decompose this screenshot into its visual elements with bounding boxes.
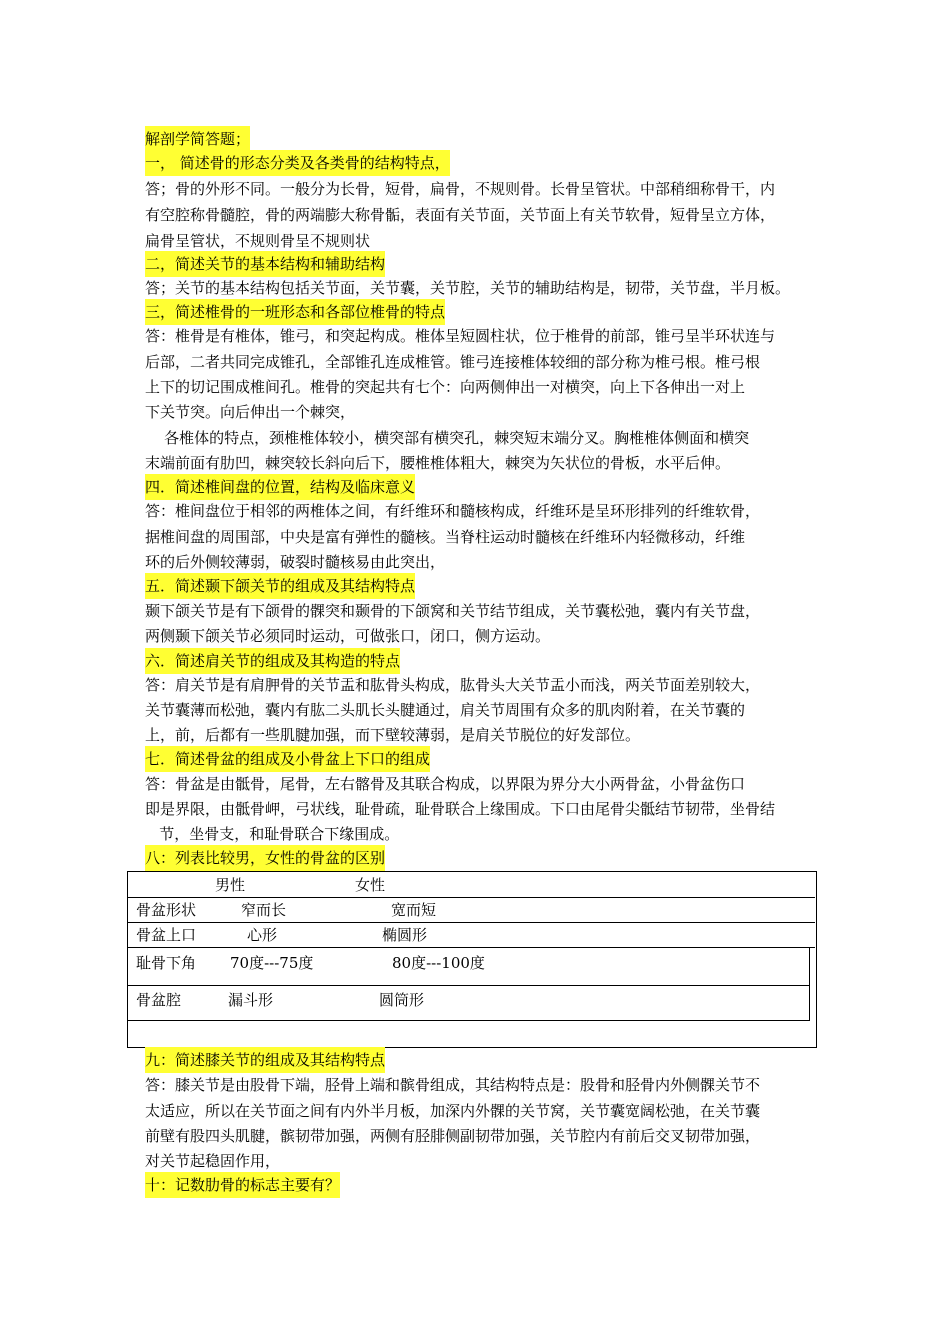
answer-line: 末端前面有肋凹，棘突较长斜向后下，腰椎椎体粗大，棘突为矢状位的骨板，水平后伸。 <box>145 454 731 472</box>
answer-line: 有空腔称骨髓腔，骨的两端膨大称骨骺，表面有关节面，关节面上有关节软骨，短骨呈立方体， <box>145 206 776 224</box>
answer-line: 扁骨呈管状，不规则骨呈不规则状 <box>145 232 371 250</box>
answer-line: 关节囊薄而松弛，囊内有肱二头肌长头腱通过，肩关节周围有众多的肌肉附着，在关节囊的 <box>145 701 746 719</box>
table-rule <box>127 922 815 923</box>
row-label: 骨盆形状 <box>136 901 197 919</box>
section-heading-9: 九：简述膝关节的组成及其结构特点 <box>145 1047 385 1073</box>
female-value: 宽而短 <box>391 901 437 919</box>
male-value: 心形 <box>247 926 278 944</box>
section-heading-4: 四．简述椎间盘的位置，结构及临床意义 <box>145 474 415 500</box>
male-value: 漏斗形 <box>228 991 274 1009</box>
answer-line: 答：骨盆是由骶骨，尾骨，左右髂骨及其联合构成，以界限为界分大小两骨盆，小骨盆伤口 <box>145 775 746 793</box>
row-label: 骨盆腔 <box>136 991 182 1009</box>
section-heading-5: 五．简述颞下颌关节的组成及其结构特点 <box>145 573 415 599</box>
header-female: 女性 <box>355 876 386 894</box>
male-value: 70度---75度 <box>230 954 314 972</box>
answer-line: 答：椎间盘位于相邻的两椎体之间，有纤维环和髓核构成，纤维环是呈环形排列的纤维软骨， <box>145 502 761 520</box>
female-value: 80度---100度 <box>392 954 485 972</box>
section-heading-2: 二，简述关节的基本结构和辅助结构 <box>145 251 385 277</box>
section-heading-8: 八：列表比较男，女性的骨盆的区别 <box>145 845 385 871</box>
answer-line: 答：肩关节是有肩胛骨的关节盂和肱骨头构成，肱骨头大关节盂小而浅，两关节面差别较大， <box>145 676 761 694</box>
answer-line: 下关节突。向后伸出一个棘突， <box>145 403 356 421</box>
answer-line: 对关节起稳固作用， <box>145 1152 281 1170</box>
section-heading-7: 七．简述骨盆的组成及小骨盆上下口的组成 <box>145 746 430 772</box>
section-heading-1: 一， 简述骨的形态分类及各类骨的结构特点， <box>145 150 450 176</box>
answer-line: 环的后外侧较薄弱，破裂时髓核易由此突出， <box>145 553 446 571</box>
section-heading-6: 六．简述肩关节的组成及其构造的特点 <box>145 648 400 674</box>
table-rule <box>809 947 810 1021</box>
table-rule <box>127 947 815 948</box>
answer-line: 据椎间盘的周围部，中央是富有弹性的髓核。当脊柱运动时髓核在纤维环内轻微移动，纤维 <box>145 528 746 546</box>
answer-line: 答；骨的外形不同。一般分为长骨，短骨，扁骨，不规则骨。长骨呈管状。中部稍细称骨干，内 <box>145 180 776 198</box>
answer-line: 各椎体的特点，颈椎椎体较小，横突部有横突孔，棘突短末端分叉。胸椎椎体侧面和横突 <box>145 429 750 447</box>
row-label: 耻骨下角 <box>136 954 197 972</box>
answer-line: 答：膝关节是由股骨下端，胫骨上端和髌骨组成，其结构特点是：股骨和胫骨内外侧髁关节不 <box>145 1076 761 1094</box>
female-value: 椭圆形 <box>382 926 428 944</box>
answer-line: 答：椎骨是有椎体，锥弓，和突起构成。椎体呈短圆柱状，位于椎骨的前部，锥弓呈半环状连与 <box>145 327 776 345</box>
document-title: 解剖学简答题； <box>145 126 250 152</box>
header-male: 男性 <box>215 876 246 894</box>
answer-line: 颞下颌关节是有下颌骨的髁突和颞骨的下颌窝和关节结节组成，关节囊松弛，囊内有关节盘， <box>145 602 761 620</box>
answer-line: 太适应，所以在关节面之间有内外半月板，加深内外髁的关节窝，关节囊宽阔松弛，在关节囊 <box>145 1102 761 1120</box>
answer-line: 前壁有股四头肌腱，髌韧带加强，两侧有胫腓侧副韧带加强，关节腔内有前后交叉韧带加强， <box>145 1127 761 1145</box>
answer-line: 两侧颞下颌关节必须同时运动，可做张口，闭口，侧方运动。 <box>145 627 551 645</box>
answer-line: 即是界限，由骶骨岬，弓状线，耻骨疏，耻骨联合上缘围成。下口由尾骨尖骶结节韧带，坐骨结 <box>145 800 776 818</box>
row-label: 骨盆上口 <box>136 926 197 944</box>
answer-line: 上，前，后都有一些肌腱加强，而下壁较薄弱，是肩关节脱位的好发部位。 <box>145 726 641 744</box>
male-value: 窄而长 <box>241 901 287 919</box>
answer-line: 上下的切记围成椎间孔。椎骨的突起共有七个：向两侧伸出一对横突，向上下各伸出一对上 <box>145 378 746 396</box>
table-rule <box>127 897 815 898</box>
section-heading-10: 十：记数肋骨的标志主要有？ <box>145 1172 340 1198</box>
answer-line: 答；关节的基本结构包括关节面，关节囊，关节腔，关节的辅助结构是，韧带，关节盘，半月板。 <box>145 279 791 297</box>
female-value: 圆筒形 <box>379 991 425 1009</box>
table-rule <box>127 1020 810 1021</box>
answer-line: 节，坐骨支，和耻骨联合下缘围成。 <box>145 825 400 843</box>
table-rule <box>127 985 810 986</box>
answer-line: 后部，二者共同完成锥孔，全部锥孔连成椎管。锥弓连接椎体较细的部分称为椎弓根。椎弓根 <box>145 353 761 371</box>
section-heading-3: 三，简述椎骨的一班形态和各部位椎骨的特点 <box>145 299 445 325</box>
